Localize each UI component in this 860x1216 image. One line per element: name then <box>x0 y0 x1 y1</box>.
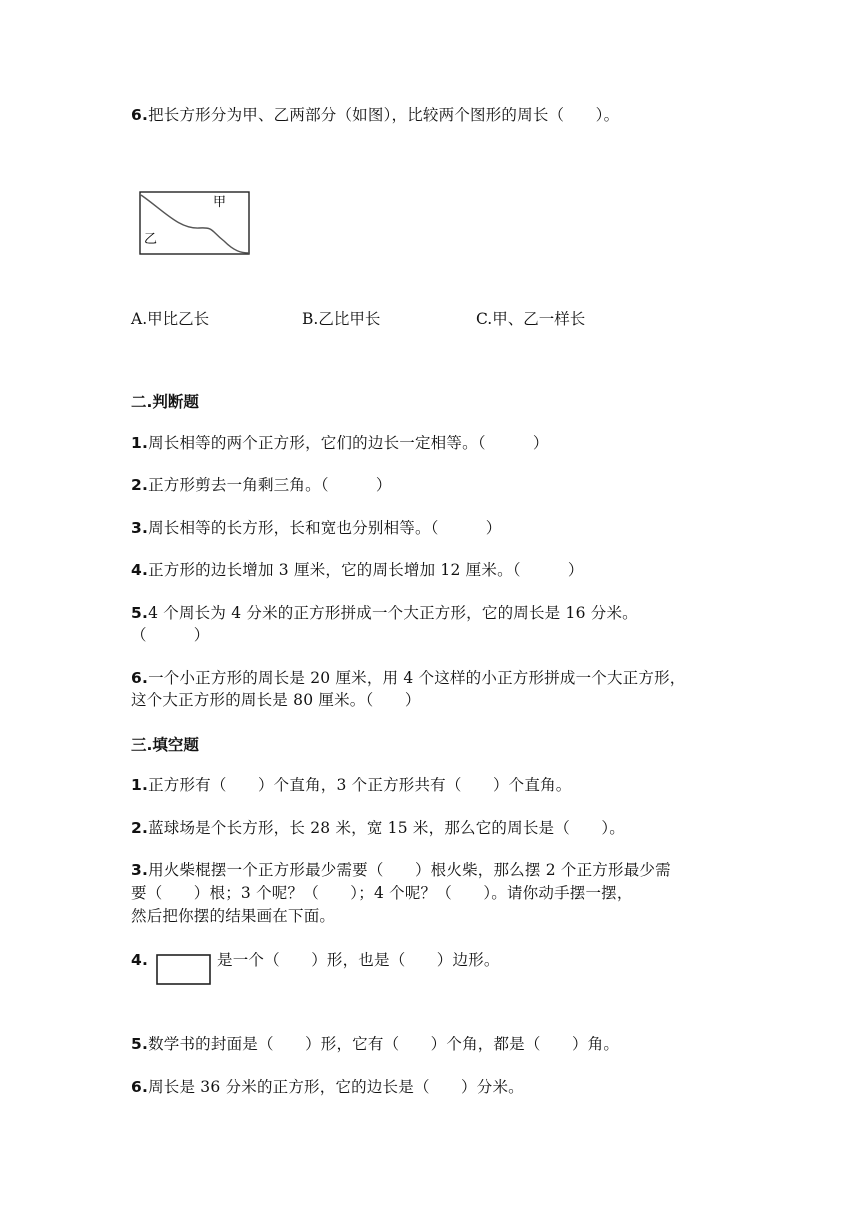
fill-item-4-text: 是一个（ ）形，也是（ ）边形。 <box>217 951 500 969</box>
judgment-item-3 <box>131 517 501 539</box>
section-heading-fill-in: 三.填空题 <box>131 736 199 754</box>
judgment-item-1 <box>131 432 549 454</box>
question-text: 把长方形分为甲、乙两部分（如图），比较两个图形的周长（ ）。 <box>148 106 620 124</box>
item-text: 蓝球场是个长方形，长 28 米，宽 15 米，那么它的周长是（ ）。 <box>148 819 625 837</box>
label-yi: 乙 <box>144 232 158 247</box>
item-text: 周长相等的两个正方形，它们的边长一定相等。（ ） <box>148 434 549 452</box>
item-text: 一个小正方形的周长是 20 厘米，用 4 个这样的小正方形拼成一个大正方形， <box>148 669 686 687</box>
judgment-item-5-cont: （ ） <box>131 626 210 644</box>
item-text: 数学书的封面是（ ）形，它有（ ）个角，都是（ ）角。 <box>148 1035 620 1053</box>
fill-item-5 <box>131 1033 619 1055</box>
item-number: 5. <box>131 604 149 622</box>
small-rectangle-figure <box>156 954 212 990</box>
option-b: B.乙比甲长 <box>302 310 381 328</box>
item-text: 周长是 36 分米的正方形，它的边长是（ ）分米。 <box>148 1078 524 1096</box>
judgment-item-2 <box>131 474 392 496</box>
judgment-item-4 <box>131 559 584 581</box>
item-number: 5. <box>131 1035 149 1053</box>
item-number: 2. <box>131 819 149 837</box>
item-text: 4 个周长为 4 分米的正方形拼成一个大正方形，它的周长是 16 分米。 <box>148 604 638 622</box>
item-number: 6. <box>131 669 149 687</box>
item-number: 4. <box>131 951 149 969</box>
item-number: 1. <box>131 434 149 452</box>
item-number: 6. <box>131 1078 149 1096</box>
item-number: 3. <box>131 861 149 879</box>
label-jia: 甲 <box>213 195 227 210</box>
item-number: 3. <box>131 519 149 537</box>
section-heading-judgment: 二.判断题 <box>131 393 199 411</box>
fill-item-3-cont: 要（ ）根；3 个呢？（ ）；4 个呢？（ ）。请你动手摆一摆， <box>131 884 633 902</box>
item-text: 周长相等的长方形，长和宽也分别相等。（ ） <box>148 519 502 537</box>
fill-item-3 <box>131 859 671 881</box>
item-number: 1. <box>131 776 149 794</box>
item-text: 正方形有（ ）个直角，3 个正方形共有（ ）个直角。 <box>148 776 572 794</box>
fill-item-2 <box>131 817 625 839</box>
question-6 <box>131 104 619 126</box>
option-c: C.甲、乙一样长 <box>476 310 586 328</box>
fill-item-6 <box>131 1076 524 1098</box>
dividing-curve <box>141 195 249 253</box>
option-a: A.甲比乙长 <box>131 310 210 328</box>
rectangle-split-figure <box>139 191 251 261</box>
item-text: 正方形的边长增加 3 厘米，它的周长增加 12 厘米。（ ） <box>148 561 584 579</box>
item-number: 4. <box>131 561 149 579</box>
question-number: 6. <box>131 106 149 124</box>
item-text: 用火柴棍摆一个正方形最少需要（ ）根火柴，那么摆 2 个正方形最少需 <box>148 861 671 879</box>
item-text: 正方形剪去一角剩三角。（ ） <box>148 476 392 494</box>
fill-item-3-cont2: 然后把你摆的结果画在下面。 <box>131 907 336 925</box>
judgment-item-6 <box>131 667 685 689</box>
judgment-item-5 <box>131 602 638 624</box>
small-rectangle-shape <box>156 954 212 986</box>
fill-item-4-number <box>131 949 148 971</box>
judgment-item-6-cont: 这个大正方形的周长是 80 厘米。（ ） <box>131 691 421 709</box>
rectangle-split-diagram <box>139 191 251 257</box>
fill-item-1 <box>131 774 571 796</box>
item-number: 2. <box>131 476 149 494</box>
